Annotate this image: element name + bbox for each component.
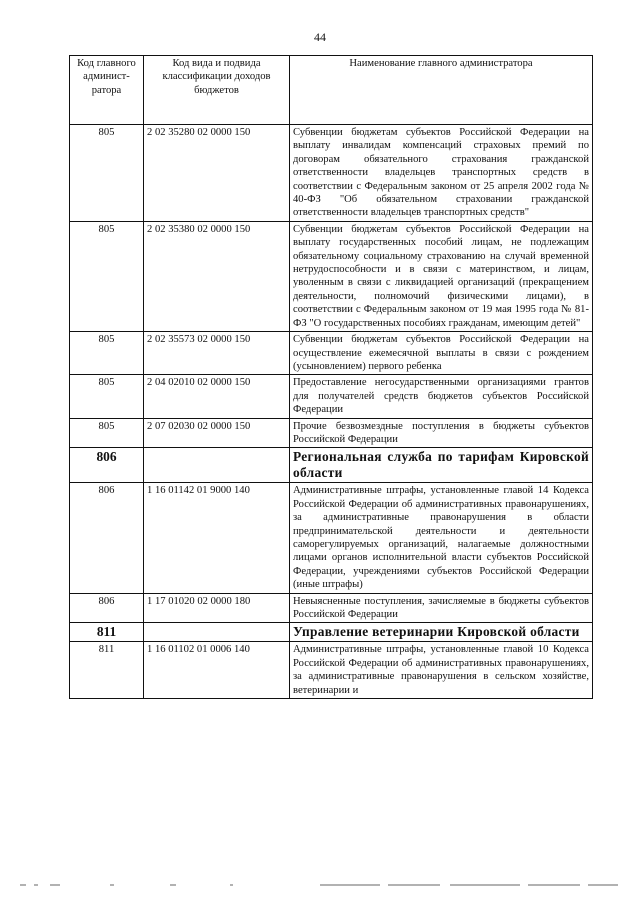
table-row <box>70 332 593 375</box>
admin-code-cell: 806 <box>70 483 144 593</box>
admin-code-cell: 811 <box>70 642 144 699</box>
table-row <box>70 221 593 331</box>
admin-name-cell: Субвенции бюджетам субъектов Российской Федерации на выплату государственных пособий лицам, не подлежащим обязательному социальному страхованию на случай временной нетрудоспособности и в связи с материнством, и лицам, уволенным в связи с ликвидацией организаций (прекращением деятельности, полномочий физическими лицами), в соответствии с Федеральным законом от 19 мая 1995 года № 81-ФЗ "О государственных пособиях гражданам, имеющим детей" <box>290 221 593 331</box>
table-body <box>70 125 593 699</box>
revenue-administrators-table <box>69 55 593 699</box>
agency-header-row <box>70 448 593 483</box>
admin-code-cell: 805 <box>70 125 144 222</box>
table-row <box>70 593 593 623</box>
header-kbk: Код вида и подвида классификации доходов бюджетов <box>144 56 290 125</box>
admin-code-cell: 805 <box>70 418 144 448</box>
table-row <box>70 375 593 418</box>
admin-name-cell: Субвенции бюджетам субъектов Российской Федерации на выплату инвалидам компенсаций страховых премий по договорам обязательного страхования гражданской ответственности владельцев транспортных средств в соответствии с Федеральным законом от 25 апреля 2002 года № 40-ФЗ "Об обязательном страховании гражданской ответственности владельцев транспортных средств" <box>290 125 593 222</box>
kbk-cell: 2 02 35280 02 0000 150 <box>144 125 290 222</box>
admin-name-cell: Невыясненные поступления, зачисляемые в бюджеты субъектов Российской Федерации <box>290 593 593 623</box>
admin-code-cell: 805 <box>70 375 144 418</box>
header-admin-code: Код главного админист-ратора <box>70 56 144 125</box>
table-row <box>70 483 593 593</box>
table-row <box>70 418 593 448</box>
table-row <box>70 125 593 222</box>
kbk-cell: 2 04 02010 02 0000 150 <box>144 375 290 418</box>
kbk-cell: 1 16 01142 01 9000 140 <box>144 483 290 593</box>
admin-name-cell: Прочие безвозмездные поступления в бюджеты субъектов Российской Федерации <box>290 418 593 448</box>
table-header-row <box>70 56 593 125</box>
kbk-cell: 2 02 35573 02 0000 150 <box>144 332 290 375</box>
kbk-cell: 1 17 01020 02 0000 180 <box>144 593 290 623</box>
admin-code-cell: 805 <box>70 332 144 375</box>
agency-header-row <box>70 623 593 642</box>
admin-name-cell: Административные штрафы, установленные главой 14 Кодекса Российской Федерации об административных правонарушениях, за административные правонарушения в области предпринимательской деятельности и деятельности саморегулируемых организаций, налагаемые должностными лицами органов исполнительной власти субъектов Российской Федерации, учреждениями субъектов Российской Федерации (иные штрафы) <box>290 483 593 593</box>
admin-code-cell: 805 <box>70 221 144 331</box>
agency-code-cell: 806 <box>70 448 144 483</box>
agency-name-cell: Региональная служба по тарифам Кировской области <box>290 448 593 483</box>
admin-name-cell: Административные штрафы, установленные главой 10 Кодекса Российской Федерации об административных правонарушениях, за административные правонарушения в сельском хозяйстве, ветеринарии и <box>290 642 593 699</box>
kbk-cell: 2 02 35380 02 0000 150 <box>144 221 290 331</box>
admin-name-cell: Субвенции бюджетам субъектов Российской Федерации на осуществление ежемесячной выплаты в связи с рождением (усыновлением) первого ребенка <box>290 332 593 375</box>
page-number: 44 <box>314 30 326 44</box>
kbk-cell: 2 07 02030 02 0000 150 <box>144 418 290 448</box>
header-admin-name: Наименование главного администратора <box>290 56 593 125</box>
kbk-cell <box>144 448 290 483</box>
scan-noise-decoration <box>20 882 620 888</box>
kbk-cell <box>144 623 290 642</box>
admin-code-cell: 806 <box>70 593 144 623</box>
kbk-cell: 1 16 01102 01 0006 140 <box>144 642 290 699</box>
table-row <box>70 642 593 699</box>
agency-code-cell: 811 <box>70 623 144 642</box>
agency-name-cell: Управление ветеринарии Кировской области <box>290 623 593 642</box>
admin-name-cell: Предоставление негосударственными организациями грантов для получателей средств бюджетов субъектов Российской Федерации <box>290 375 593 418</box>
